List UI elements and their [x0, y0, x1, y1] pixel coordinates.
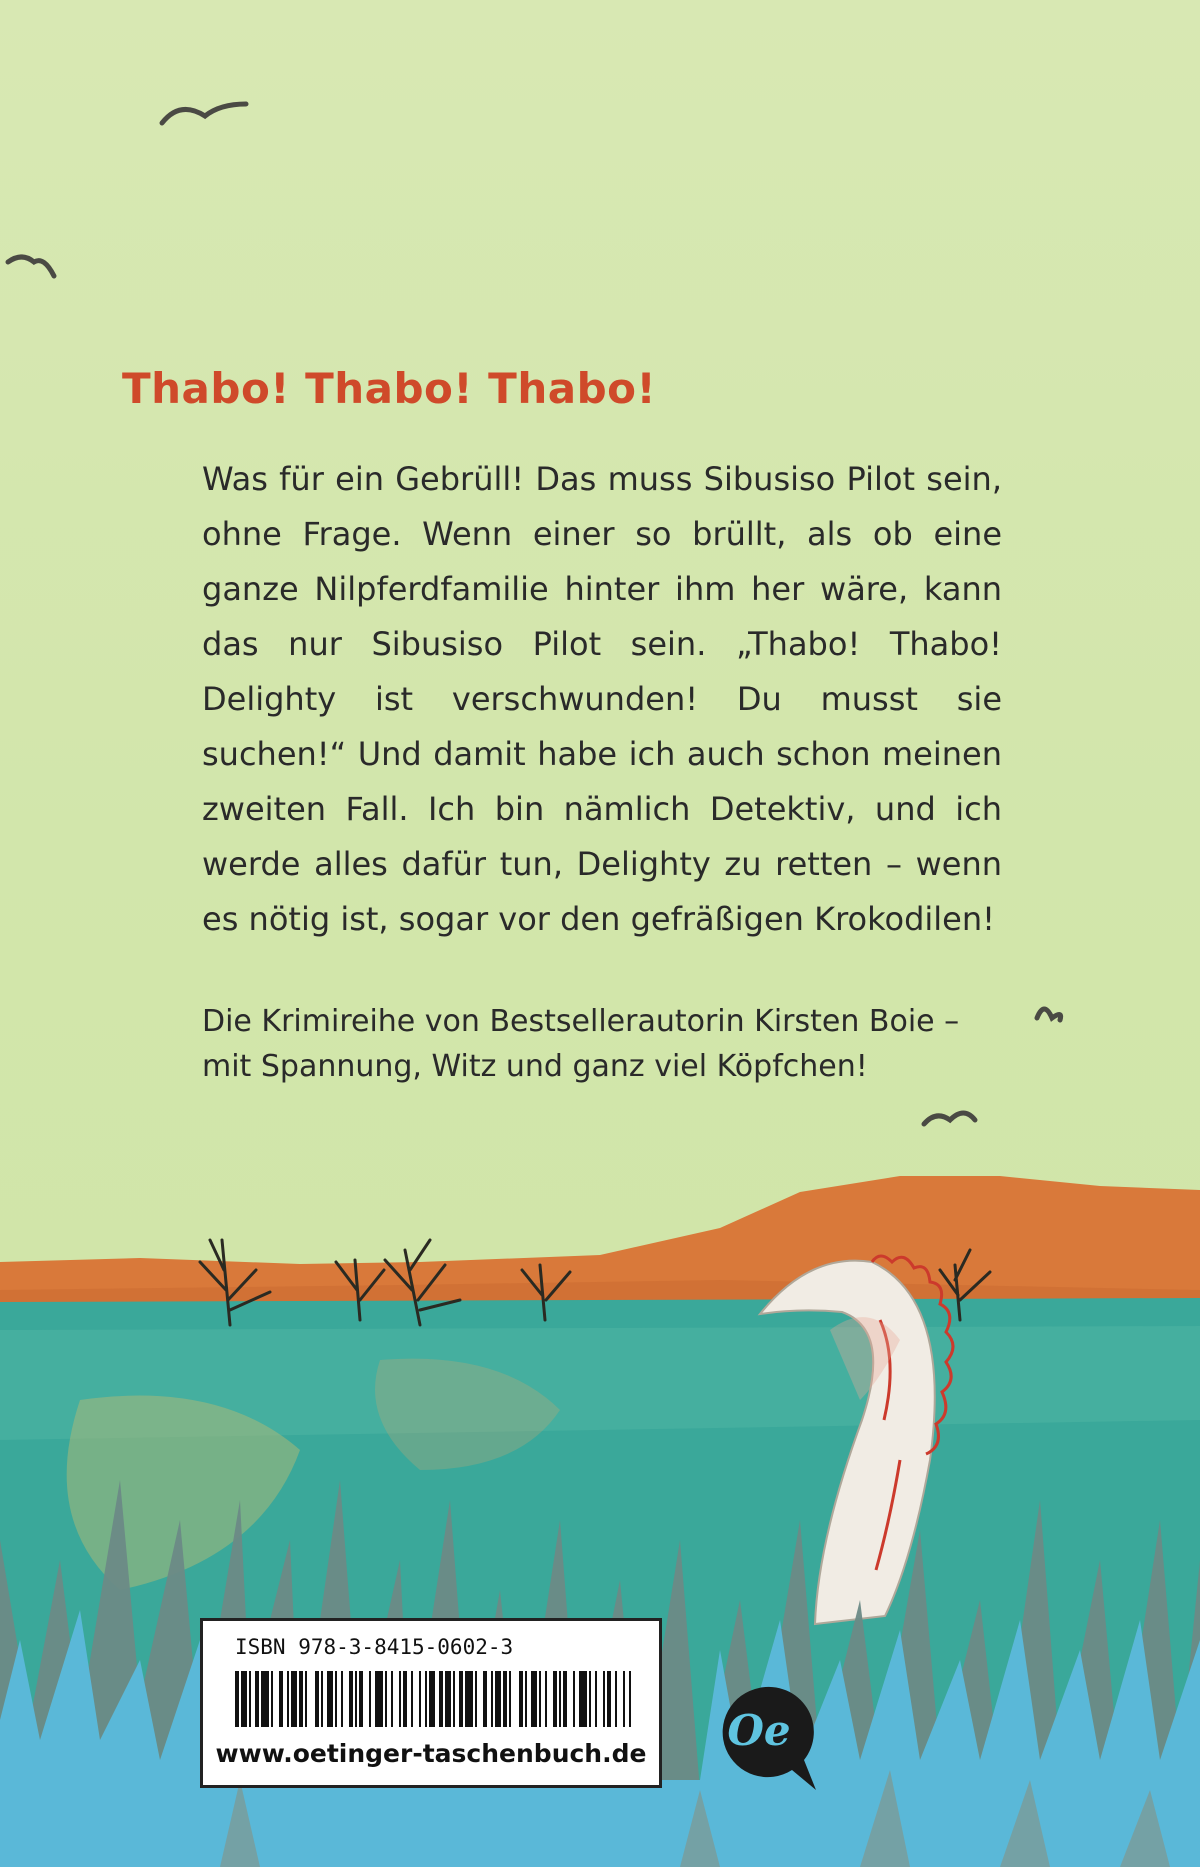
blurb-text: Was für ein Gebrüll! Das muss Sibusiso Pilot sein, ohne Frage. Wenn einer so brüllt, als ob eine ganze Nilpferdfamilie hinter ihm her wäre, kann das nur Sibusiso Pilot sein. „Thabo! Thabo! Delighty ist verschwunden! Du musst sie suchen!“ Und damit habe ich auch schon meinen zweiten Fall. Ich bin nämlich Detektiv, und ich werde alles dafür tun, Delighty zu retten – wenn es nötig ist, sogar vor den gefräßigen Krokodilen! [202, 460, 1002, 938]
bird-icon [162, 104, 246, 123]
barcode-box [200, 1618, 662, 1788]
oetinger-logo-icon [712, 1686, 822, 1796]
bird-icon [1037, 1009, 1061, 1020]
bird-icon [924, 1113, 975, 1124]
tagline [202, 999, 1022, 1089]
barcode-icon [235, 1671, 631, 1727]
tagline-line-1: Die Krimireihe von Bestsellerautorin Kirsten Boie – [202, 1004, 960, 1039]
tagline-line-2: mit Spannung, Witz und ganz viel Köpfchen! [202, 1049, 868, 1084]
logo-text: Oe [727, 1706, 791, 1755]
bird-icon [8, 257, 54, 276]
headline: Thabo! Thabo! Thabo! [122, 364, 657, 413]
isbn-number: ISBN 978-3-8415-0602-3 [235, 1635, 514, 1659]
publisher-url[interactable]: www.oetinger-taschenbuch.de [215, 1739, 647, 1768]
